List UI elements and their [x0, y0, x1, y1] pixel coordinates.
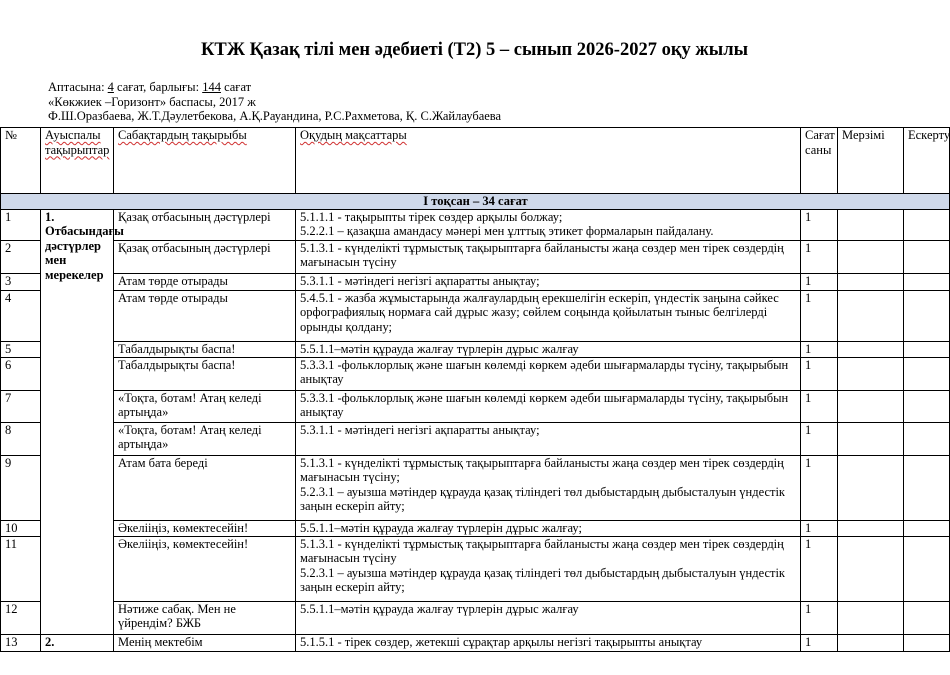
table-row [1, 601, 950, 634]
row-goals [296, 209, 801, 240]
goal-line: 5.3.1.1 - мәтіндегі негізгі ақпаратты анықтау; [300, 422, 540, 437]
row-hours: 1 [801, 357, 838, 390]
header-topic-label: Сабақтардың тақырыбы [118, 128, 247, 142]
goal-line: 5.1.1.1 - тақырыпты тірек сөздер арқылы болжау; [300, 209, 563, 224]
table-header-row [1, 128, 950, 194]
header-section [41, 128, 114, 194]
goal-line: 5.2.3.1 – ауызша мәтіндер құрауда қазақ тіліндегі төл дыбыстардың дыбысталуын үндестік заңын ескеріп айту; [300, 565, 786, 594]
publisher-line: «Көкжиек –Горизонт» баспасы, 2017 ж [48, 94, 256, 109]
header-topic [114, 128, 296, 194]
row-number: 3 [1, 273, 41, 290]
row-number: 9 [1, 455, 41, 520]
header-goals-label: Оқудың мақсаттары [300, 128, 407, 142]
hours-total: 144 [202, 80, 221, 94]
row-number: 6 [1, 357, 41, 390]
row-goals [296, 357, 801, 390]
hours-week: 4 [107, 80, 114, 94]
row-topic: «Тоқта, ботам! Атаң келеді артыңда» [114, 422, 296, 455]
row-topic: Атам төрде отырады [114, 273, 296, 290]
row-topic: «Тоқта, ботам! Атаң келеді артыңда» [114, 390, 296, 422]
row-goals [296, 536, 801, 601]
row-topic: Әкелііңіз, көмектесейін! [114, 536, 296, 601]
row-topic: Атам төрде отырады [114, 290, 296, 341]
row-goals [296, 520, 801, 536]
goal-line: 5.3.3.1 -фольклорлық және шағын көлемді көркем әдеби шығармаларды түсіну, тақырыбын анықтау [300, 390, 789, 419]
row-date[interactable] [838, 455, 904, 520]
header-num: № [1, 128, 41, 194]
table-row [1, 273, 950, 290]
row-hours: 1 [801, 341, 838, 357]
goal-line: 5.1.3.1 - күнделікті тұрмыстық тақырыптарға байланысты жаңа сөздер мен тірек сөздердің мағынасын түсіну; [300, 455, 784, 484]
table-row [1, 520, 950, 536]
row-note[interactable] [904, 357, 950, 390]
row-goals [296, 390, 801, 422]
row-hours: 1 [801, 455, 838, 520]
hours-week-unit: сағат, барлығы: [113, 80, 203, 94]
goal-line: 5.5.1.1–мәтін құрауда жалғау түрлерін дұрыс жалғау [300, 341, 579, 356]
row-date[interactable] [838, 209, 904, 240]
row-hours: 1 [801, 634, 838, 651]
goal-line: 5.1.5.1 - тірек сөздер, жетекші сұрақтар арқылы негізгі тақырыпты анықтау [300, 634, 703, 649]
row-topic: Қазақ отбасының дәстүрлері [114, 209, 296, 240]
row-date[interactable] [838, 273, 904, 290]
table-row [1, 390, 950, 422]
row-date[interactable] [838, 240, 904, 273]
row-note[interactable] [904, 341, 950, 357]
section-cell: 2. [41, 634, 114, 651]
table-row [1, 455, 950, 520]
row-note[interactable] [904, 240, 950, 273]
header-goals [296, 128, 801, 194]
row-number: 1 [1, 209, 41, 240]
hours-label: Аптасына: [48, 80, 108, 94]
row-goals [296, 273, 801, 290]
row-date[interactable] [838, 634, 904, 651]
table-row [1, 290, 950, 341]
row-hours: 1 [801, 536, 838, 601]
row-number: 5 [1, 341, 41, 357]
goal-line: 5.1.3.1 - күнделікті тұрмыстық тақырыптарға байланысты жаңа сөздер мен тірек сөздердің мағынасын түсіну [300, 536, 784, 565]
table-row [1, 209, 950, 240]
row-date[interactable] [838, 422, 904, 455]
row-number: 8 [1, 422, 41, 455]
header-date: Мерзімі [838, 128, 904, 194]
row-topic: Қазақ отбасының дәстүрлері [114, 240, 296, 273]
row-date[interactable] [838, 520, 904, 536]
row-number: 2 [1, 240, 41, 273]
hours-total-unit: сағат [220, 80, 252, 94]
authors-line: Ф.Ш.Оразбаева, Ж.Т.Дәулетбекова, А.Қ.Рауандина, Р.С.Рахметова, Қ. С.Жайлаубаева [48, 109, 502, 123]
page-title: КТЖ Қазақ тілі мен әдебиеті (Т2) 5 – сынып 2026-2027 оқу жылы [200, 40, 749, 60]
table-row [1, 536, 950, 601]
header-hours: Сағат саны [801, 128, 838, 194]
row-note[interactable] [904, 520, 950, 536]
row-number: 11 [1, 536, 41, 601]
row-hours: 1 [801, 422, 838, 455]
row-date[interactable] [838, 601, 904, 634]
row-date[interactable] [838, 290, 904, 341]
row-topic: Табалдырықты баспа! [114, 341, 296, 357]
row-hours: 1 [801, 240, 838, 273]
goal-line: 5.2.3.1 – ауызша мәтіндер құрауда қазақ тіліндегі төл дыбыстардың дыбысталуын үндестік заңын ескеріп айту; [300, 484, 786, 513]
row-note[interactable] [904, 634, 950, 651]
header-note: Ескерту [904, 128, 950, 194]
quarter-label: I тоқсан – 34 сағат [1, 194, 950, 210]
row-goals [296, 601, 801, 634]
row-hours: 1 [801, 209, 838, 240]
goal-line: 5.2.2.1 – қазақша амандасу мәнері мен ұлттық этикет формаларын пайдалану. [300, 224, 714, 238]
row-number: 4 [1, 290, 41, 341]
table-row [1, 357, 950, 390]
row-number: 13 [1, 634, 41, 651]
row-hours: 1 [801, 290, 838, 341]
row-goals [296, 455, 801, 520]
table-row [1, 422, 950, 455]
row-topic: Менің мектебім [114, 634, 296, 651]
row-note[interactable] [904, 273, 950, 290]
row-note[interactable] [904, 209, 950, 240]
row-date[interactable] [838, 390, 904, 422]
lesson-plan-table [0, 127, 950, 652]
hours-line [48, 80, 501, 95]
row-topic: Әкелііңіз, көмектесейін! [114, 520, 296, 536]
table-row [1, 240, 950, 273]
goal-line: 5.5.1.1–мәтін құрауда жалғау түрлерін дұрыс жалғау [300, 601, 579, 616]
row-topic: Табалдырықты баспа! [114, 357, 296, 390]
row-note[interactable] [904, 290, 950, 341]
row-note[interactable] [904, 536, 950, 601]
row-goals [296, 240, 801, 273]
table-row [1, 341, 950, 357]
row-date[interactable] [838, 357, 904, 390]
row-note[interactable] [904, 390, 950, 422]
goal-line: 5.5.1.1–мәтін құрауда жалғау түрлерін дұрыс жалғау; [300, 520, 582, 535]
row-date[interactable] [838, 341, 904, 357]
row-note[interactable] [904, 455, 950, 520]
row-number: 12 [1, 601, 41, 634]
quarter-row [1, 194, 950, 210]
goal-line: 5.1.3.1 - күнделікті тұрмыстық тақырыптарға байланысты жаңа сөздер мен тірек сөздердің мағынасын түсіну [300, 240, 784, 269]
goal-line: 5.3.3.1 -фольклорлық және шағын көлемді көркем әдеби шығармаларды түсіну, тақырыбын анықтау [300, 357, 789, 386]
row-date[interactable] [838, 536, 904, 601]
row-hours: 1 [801, 601, 838, 634]
section-cell: 1. Отбасындағы дәстүрлер мен мерекелер [41, 209, 114, 634]
row-note[interactable] [904, 601, 950, 634]
row-hours: 1 [801, 273, 838, 290]
course-meta [48, 80, 501, 124]
row-number: 7 [1, 390, 41, 422]
row-topic: Атам бата береді [114, 455, 296, 520]
row-number: 10 [1, 520, 41, 536]
row-hours: 1 [801, 520, 838, 536]
header-section-label: Ауыспалы тақырыптар [45, 128, 110, 157]
row-note[interactable] [904, 422, 950, 455]
row-goals [296, 422, 801, 455]
goal-line: 5.4.5.1 - жазба жұмыстарында жалғаулардың ерекшелігін ескеріп, үндестік заңына сәйкес орфографиялық нормаға сай дұрыс жазу; сөйлем соңында қойылатын тыныс белгілерді орынды қолдану; [300, 290, 779, 334]
row-goals [296, 634, 801, 651]
row-goals [296, 290, 801, 341]
goal-line: 5.3.1.1 - мәтіндегі негізгі ақпаратты анықтау; [300, 273, 540, 288]
table-row [1, 634, 950, 651]
row-hours: 1 [801, 390, 838, 422]
row-topic: Нәтиже сабақ. Мен не үйрендім? БЖБ [114, 601, 296, 634]
row-goals [296, 341, 801, 357]
